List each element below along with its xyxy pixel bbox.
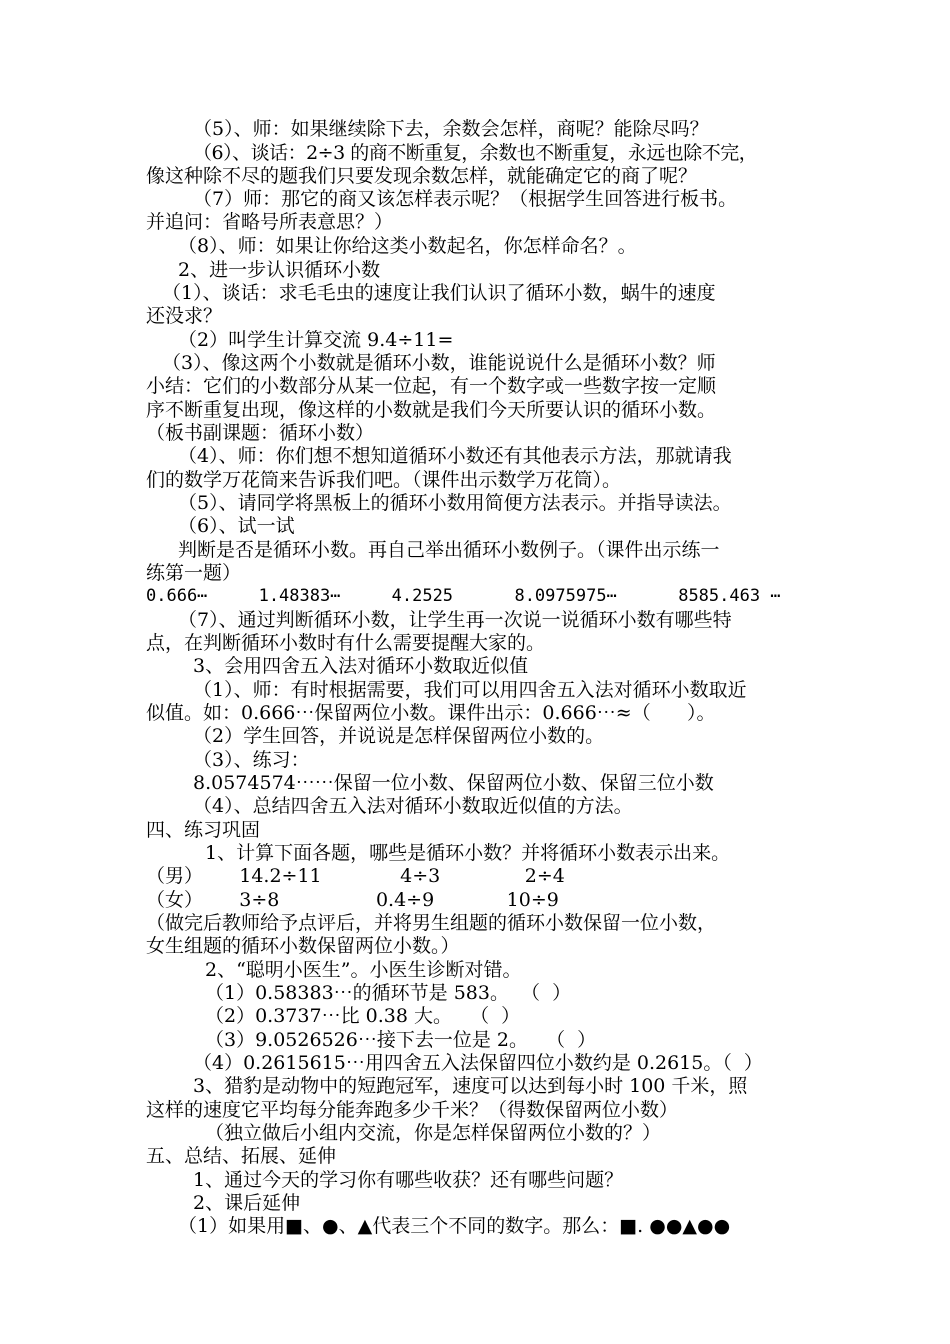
text-line: 还没求？	[146, 305, 223, 327]
text-line: （3）9.0526526⋯接下去一位是 2。 （ ）	[205, 1029, 597, 1051]
text-line: （1）0.58383⋯的循环节是 583。 （ ）	[205, 982, 572, 1004]
text-line: （1）、师：有时根据需要，我们可以用四舍五入法对循环小数取近	[193, 679, 747, 701]
text-line: 小结：它们的小数部分从某一位起，有一个数字或一些数字按一定顺	[146, 375, 717, 397]
text-line: （8）、师：如果让你给这类小数起名，你怎样命名？。	[178, 235, 637, 257]
text-line: （5）、师：如果继续除下去，余数会怎样，商呢？能除尽吗？	[193, 118, 709, 140]
text-line: （5）、请同学将黑板上的循环小数用简便方法表示。并指导读法。	[178, 492, 732, 514]
text-line: （女） 3÷8 0.4÷9 10÷9	[146, 889, 559, 911]
text-line: （6）、谈话：2÷3 的商不断重复，余数也不断重复，永远也除不完，	[193, 142, 758, 164]
text-line: （板书副课题：循环小数）	[146, 422, 375, 444]
text-line: （6）、试一试	[178, 515, 295, 537]
text-line: 2、进一步认识循环小数	[178, 259, 381, 281]
text-line: 0.666⋯ 1.48383⋯ 4.2525 8.0975975⋯ 8585.463 ⋯	[146, 586, 781, 606]
text-line: 点，在判断循环小数时有什么需要提醒大家的。	[146, 632, 546, 654]
text-line: （3）、练习：	[193, 749, 310, 771]
text-line: 似值。如：0.666⋯保留两位小数。课件出示：0.666⋯≈（ ）。	[146, 702, 716, 724]
text-line: 8.0574574⋯⋯保留一位小数、保留两位小数、保留三位小数	[193, 772, 714, 794]
text-line: 像这种除不尽的题我们只要发现余数怎样，就能确定它的商了呢？	[146, 165, 698, 187]
text-line: 判断是否是循环小数。再自己举出循环小数例子。（课件出示练一	[178, 539, 720, 561]
text-line: （3）、像这两个小数就是循环小数，谁能说说什么是循环小数？师	[162, 352, 716, 374]
text-line: （7）、通过判断循环小数，让学生再一次说一说循环小数有哪些特	[178, 609, 732, 631]
text-line: 3、猎豹是动物中的短跑冠军，速度可以达到每小时 100 千米，照	[193, 1075, 748, 1097]
text-line: （2）学生回答，并说说是怎样保留两位小数的。	[193, 725, 605, 747]
text-line: 们的数学万花筒来告诉我们吧。（课件出示数学万花筒）。	[146, 469, 622, 491]
text-line: 2、“聪明小医生”。小医生诊断对错。	[205, 959, 522, 981]
text-line: （7）师：那它的商又该怎样表示呢？（根据学生回答进行板书。	[193, 188, 738, 210]
text-line: （1）如果用■、●、▲代表三个不同的数字。那么：■. ●●▲●●	[178, 1215, 731, 1237]
text-line: （独立做后小组内交流，你是怎样保留两位小数的？）	[205, 1122, 662, 1144]
section-heading: 五、总结、拓展、延伸	[146, 1145, 337, 1167]
text-line: 3、会用四舍五入法对循环小数取近似值	[193, 655, 529, 677]
text-line: （2）0.3737⋯比 0.38 大。 （ ）	[205, 1005, 521, 1027]
text-line: （4）0.2615615⋯用四舍五入法保留四位小数约是 0.2615。（ ）	[193, 1052, 763, 1074]
text-line: 这样的速度它平均每分能奔跑多少千米？（得数保留两位小数）	[146, 1099, 679, 1121]
text-line: 序不断重复出现，像这样的小数就是我们今天所要认识的循环小数。	[146, 399, 717, 421]
text-line: 并追问：省略号所表意思？）	[146, 211, 394, 233]
section-heading: 四、练习巩固	[146, 819, 261, 841]
text-line: （做完后教师给予点评后，并将男生组题的循环小数保留一位小数，	[146, 912, 717, 934]
text-line: 2、课后延伸	[193, 1192, 301, 1214]
text-line: （4）、总结四舍五入法对循环小数取近似值的方法。	[193, 795, 633, 817]
text-line: 1、通过今天的学习你有哪些收获？还有哪些问题？	[193, 1169, 624, 1191]
text-line: 1、计算下面各题，哪些是循环小数？并将循环小数表示出来。	[205, 842, 731, 864]
text-line: （2）叫学生计算交流 9.4÷11=	[178, 329, 454, 351]
text-line: 女生组题的循环小数保留两位小数。）	[146, 935, 460, 957]
text-line: （1）、谈话：求毛毛虫的速度让我们认识了循环小数，蜗牛的速度	[162, 282, 716, 304]
text-line: 练第一题）	[146, 562, 242, 584]
text-line: （4）、师：你们想不想知道循环小数还有其他表示方法，那就请我	[178, 445, 732, 467]
text-line: （男） 14.2÷11 4÷3 2÷4	[146, 865, 565, 887]
